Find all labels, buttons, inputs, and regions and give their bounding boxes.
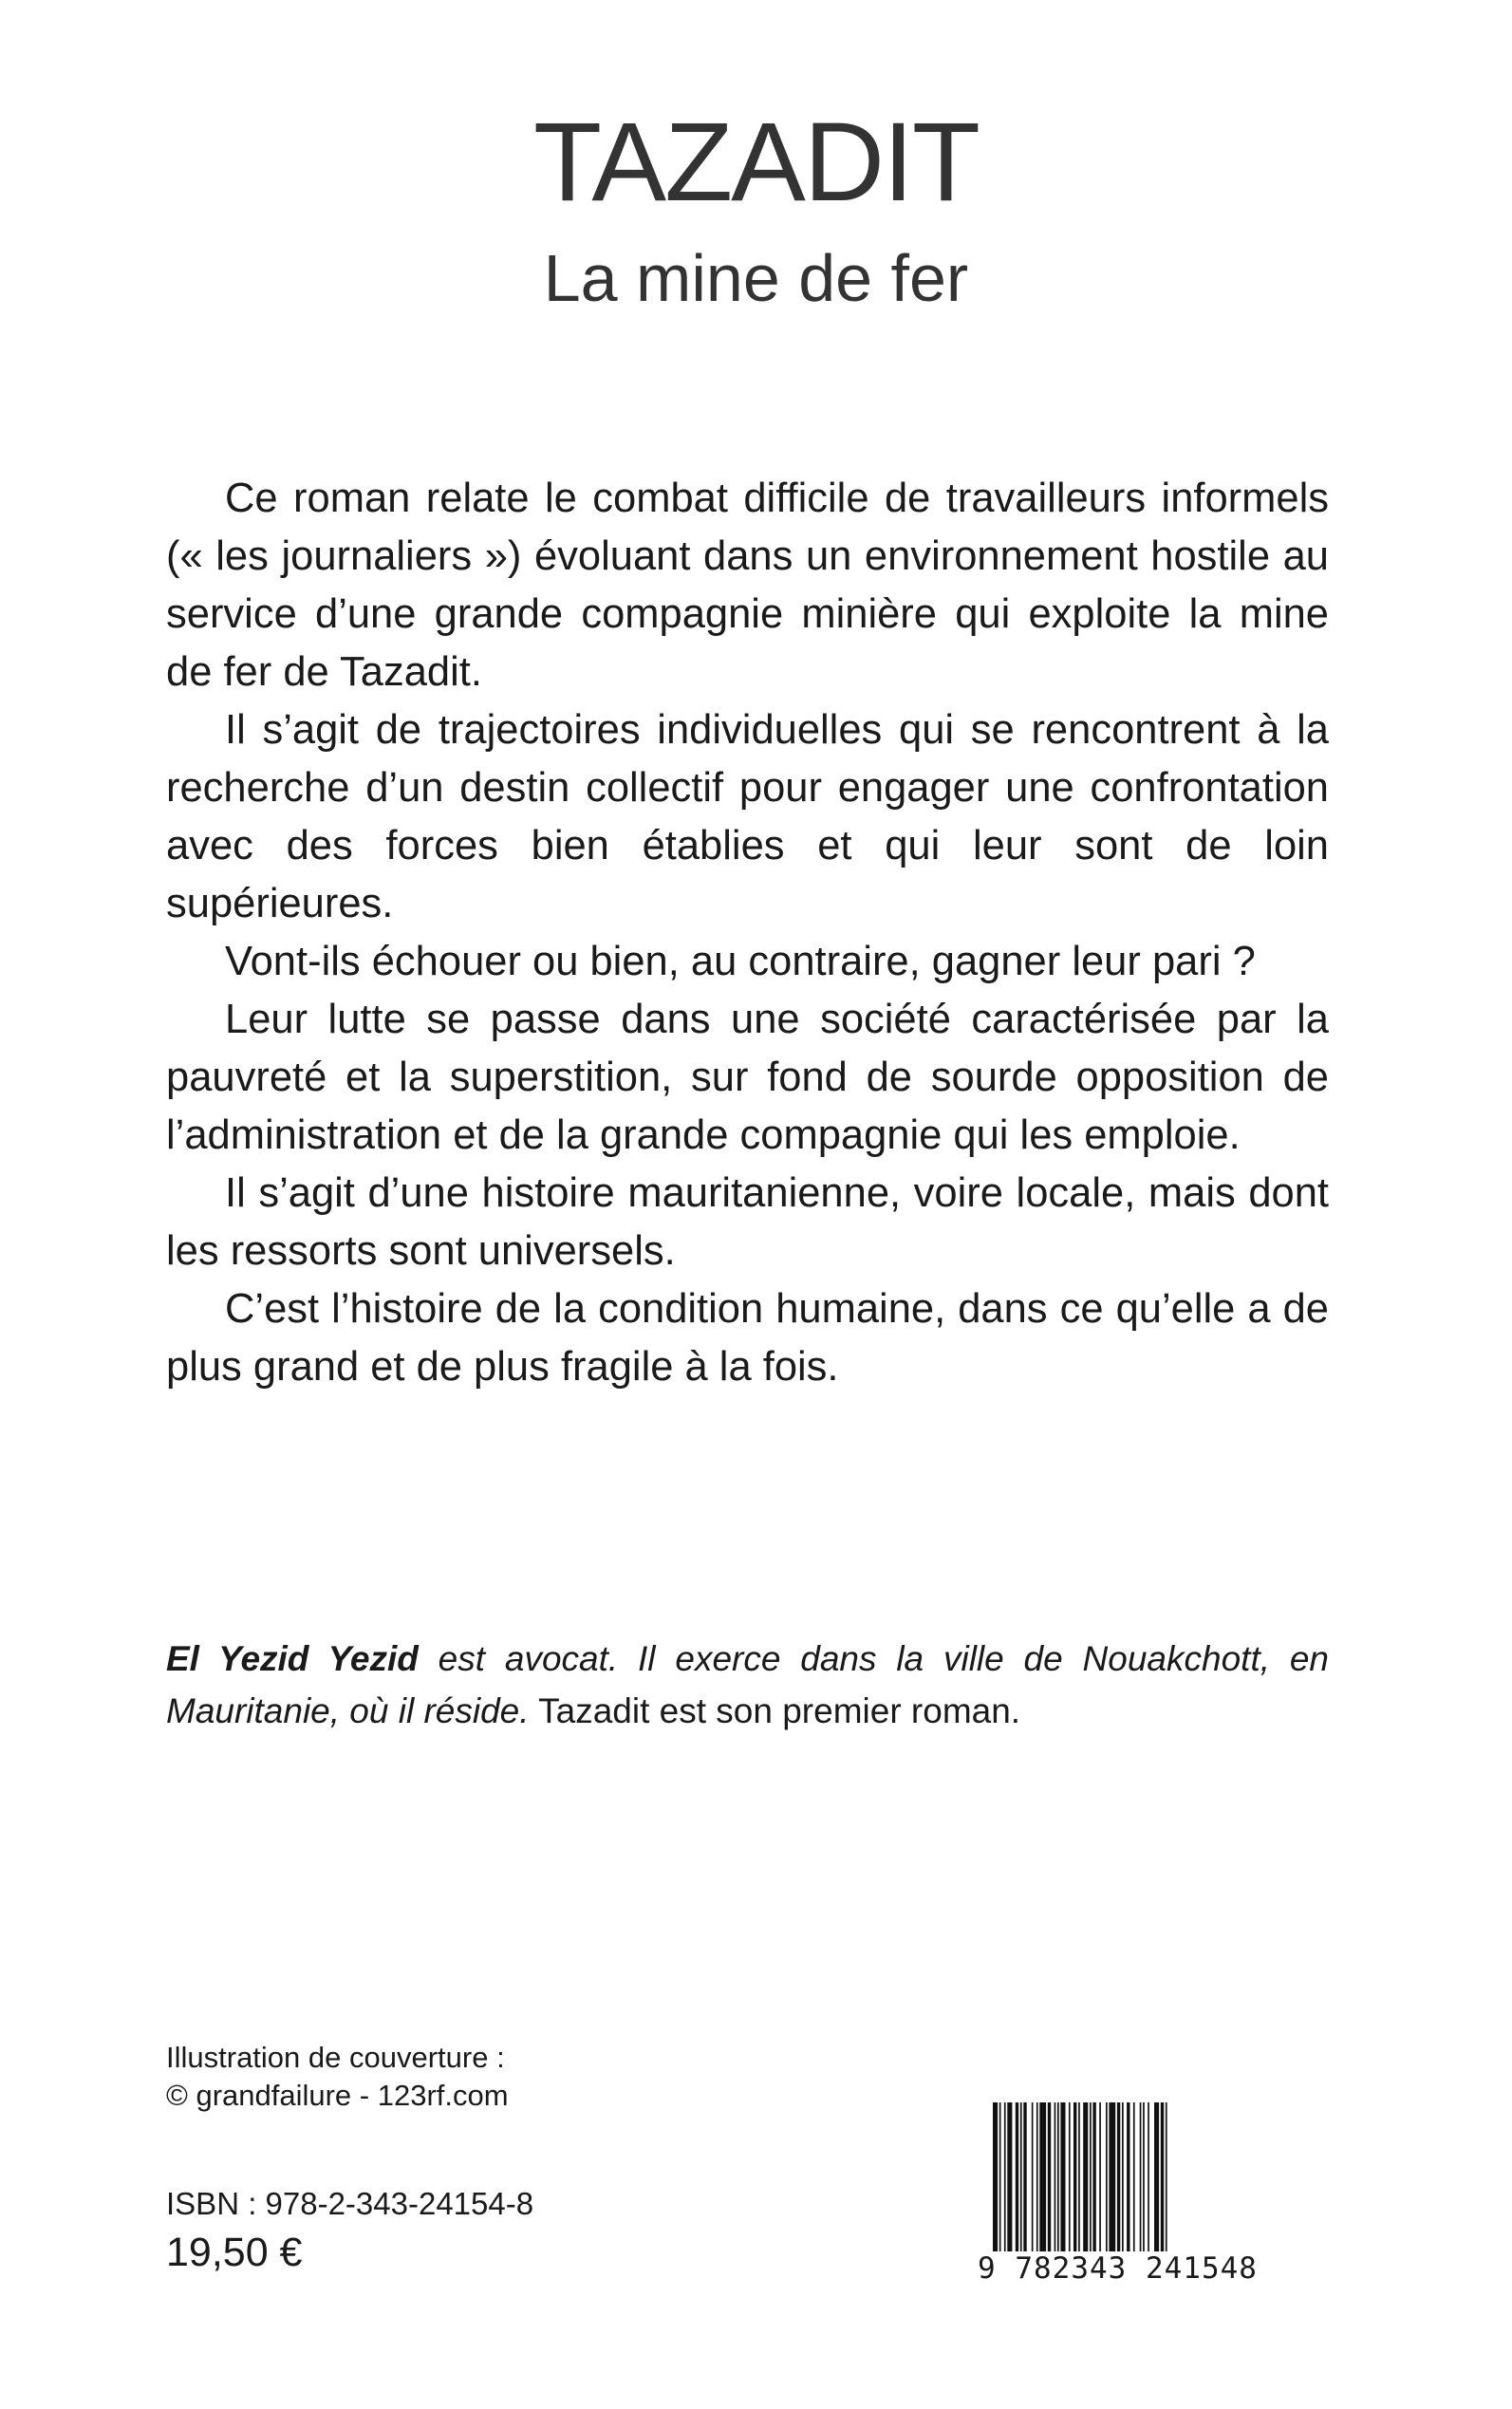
- barcode-bar: [1106, 2102, 1108, 2254]
- barcode-bar: [1020, 2102, 1022, 2254]
- barcode-bar: [1016, 2102, 1018, 2254]
- blurb-paragraph: Il s’agit de trajectoires individuelles qui se rencontrent à la recherche d’un destin collectif pour engager une confrontation avec des forces bien établies et qui leur sont de loin supérieures.: [166, 707, 1329, 926]
- barcode-bar: [1078, 2102, 1080, 2254]
- back-cover-blurb: [166, 470, 1329, 1396]
- barcode-digits: 9 782343 241548: [978, 2251, 1319, 2286]
- barcode-bar: [1060, 2102, 1065, 2254]
- barcode-bar: [1092, 2102, 1095, 2254]
- author-bio-italic: est avocat. Il exerce dans la ville de Nouakchott, en Mauritanie, où il réside.: [166, 1639, 1329, 1730]
- barcode-bar: [1166, 2102, 1167, 2254]
- credit-line-2: © grandfailure - 123rf.com: [166, 2079, 509, 2112]
- barcode-bar: [1039, 2102, 1046, 2254]
- barcode-bar: [1154, 2102, 1159, 2254]
- barcode-bar: [1004, 2102, 1006, 2254]
- barcode-bar: [1073, 2102, 1076, 2254]
- barcode-bar: [1032, 2102, 1034, 2254]
- barcode-bar: [1090, 2102, 1092, 2254]
- blurb-paragraph: Il s’agit d’une histoire mauritanienne, voire locale, mais dont les ressorts sont universels.: [166, 1170, 1329, 1274]
- isbn-label: ISBN : 978-2-343-24154-8: [166, 2186, 534, 2221]
- book-subtitle: La mine de fer: [543, 241, 969, 315]
- barcode-bar: [1069, 2102, 1071, 2254]
- barcode-bar: [1055, 2102, 1056, 2254]
- barcode-bar: [1148, 2102, 1149, 2254]
- blurb-paragraph: Vont-ils échouer ou bien, au contraire, gagner leur pari ?: [225, 939, 1256, 984]
- barcode-bar: [1127, 2102, 1129, 2254]
- price-label: 19,50 €: [166, 2230, 303, 2275]
- barcode-bar: [1161, 2102, 1164, 2254]
- barcode-bar: [1140, 2102, 1142, 2254]
- illustration-credit: [166, 2039, 509, 2115]
- blurb-paragraph: C’est l’histoire de la condition humaine, dans ce qu’elle a de plus grand et de plus fragile à la fois.: [166, 1286, 1329, 1390]
- barcode-bar: [999, 2102, 1001, 2254]
- barcode-bar: [1143, 2102, 1145, 2254]
- barcode-bar: [1099, 2102, 1101, 2254]
- barcode-bar: [1057, 2102, 1059, 2254]
- blurb-paragraph: Ce roman relate le combat difficile de travailleurs informels (« les journaliers ») évoluant dans un environnement hostile au service d’une grande compagnie minière qui exploite la mine de fer de Tazadit.: [166, 476, 1329, 695]
- barcode-bar: [1023, 2102, 1026, 2254]
- barcode-bar: [1036, 2102, 1038, 2254]
- blurb-paragraph: Leur lutte se passe dans une société caractérisée par la pauvreté et la superstition, sur fond de sourde opposition de l’administration et de la grande compagnie qui les emploie.: [166, 997, 1329, 1158]
- barcode-bar: [993, 2102, 998, 2254]
- barcode-bars: [989, 2102, 1312, 2254]
- barcode-bar: [1048, 2102, 1051, 2254]
- barcode-bar: [1122, 2102, 1124, 2254]
- barcode-bar: [1117, 2102, 1120, 2254]
- barcode-bar: [1007, 2102, 1012, 2254]
- author-name: El Yezid Yezid: [166, 1639, 419, 1678]
- credit-line-1: Illustration de couverture :: [166, 2041, 505, 2074]
- barcode-bar: [1133, 2102, 1135, 2254]
- barcode-bar: [1109, 2102, 1115, 2254]
- author-bio-roman: Tazadit est son premier roman.: [529, 1691, 1021, 1730]
- book-title: TAZADIT: [533, 100, 979, 225]
- author-bio: [166, 1633, 1329, 1737]
- barcode-bar: [1083, 2102, 1088, 2254]
